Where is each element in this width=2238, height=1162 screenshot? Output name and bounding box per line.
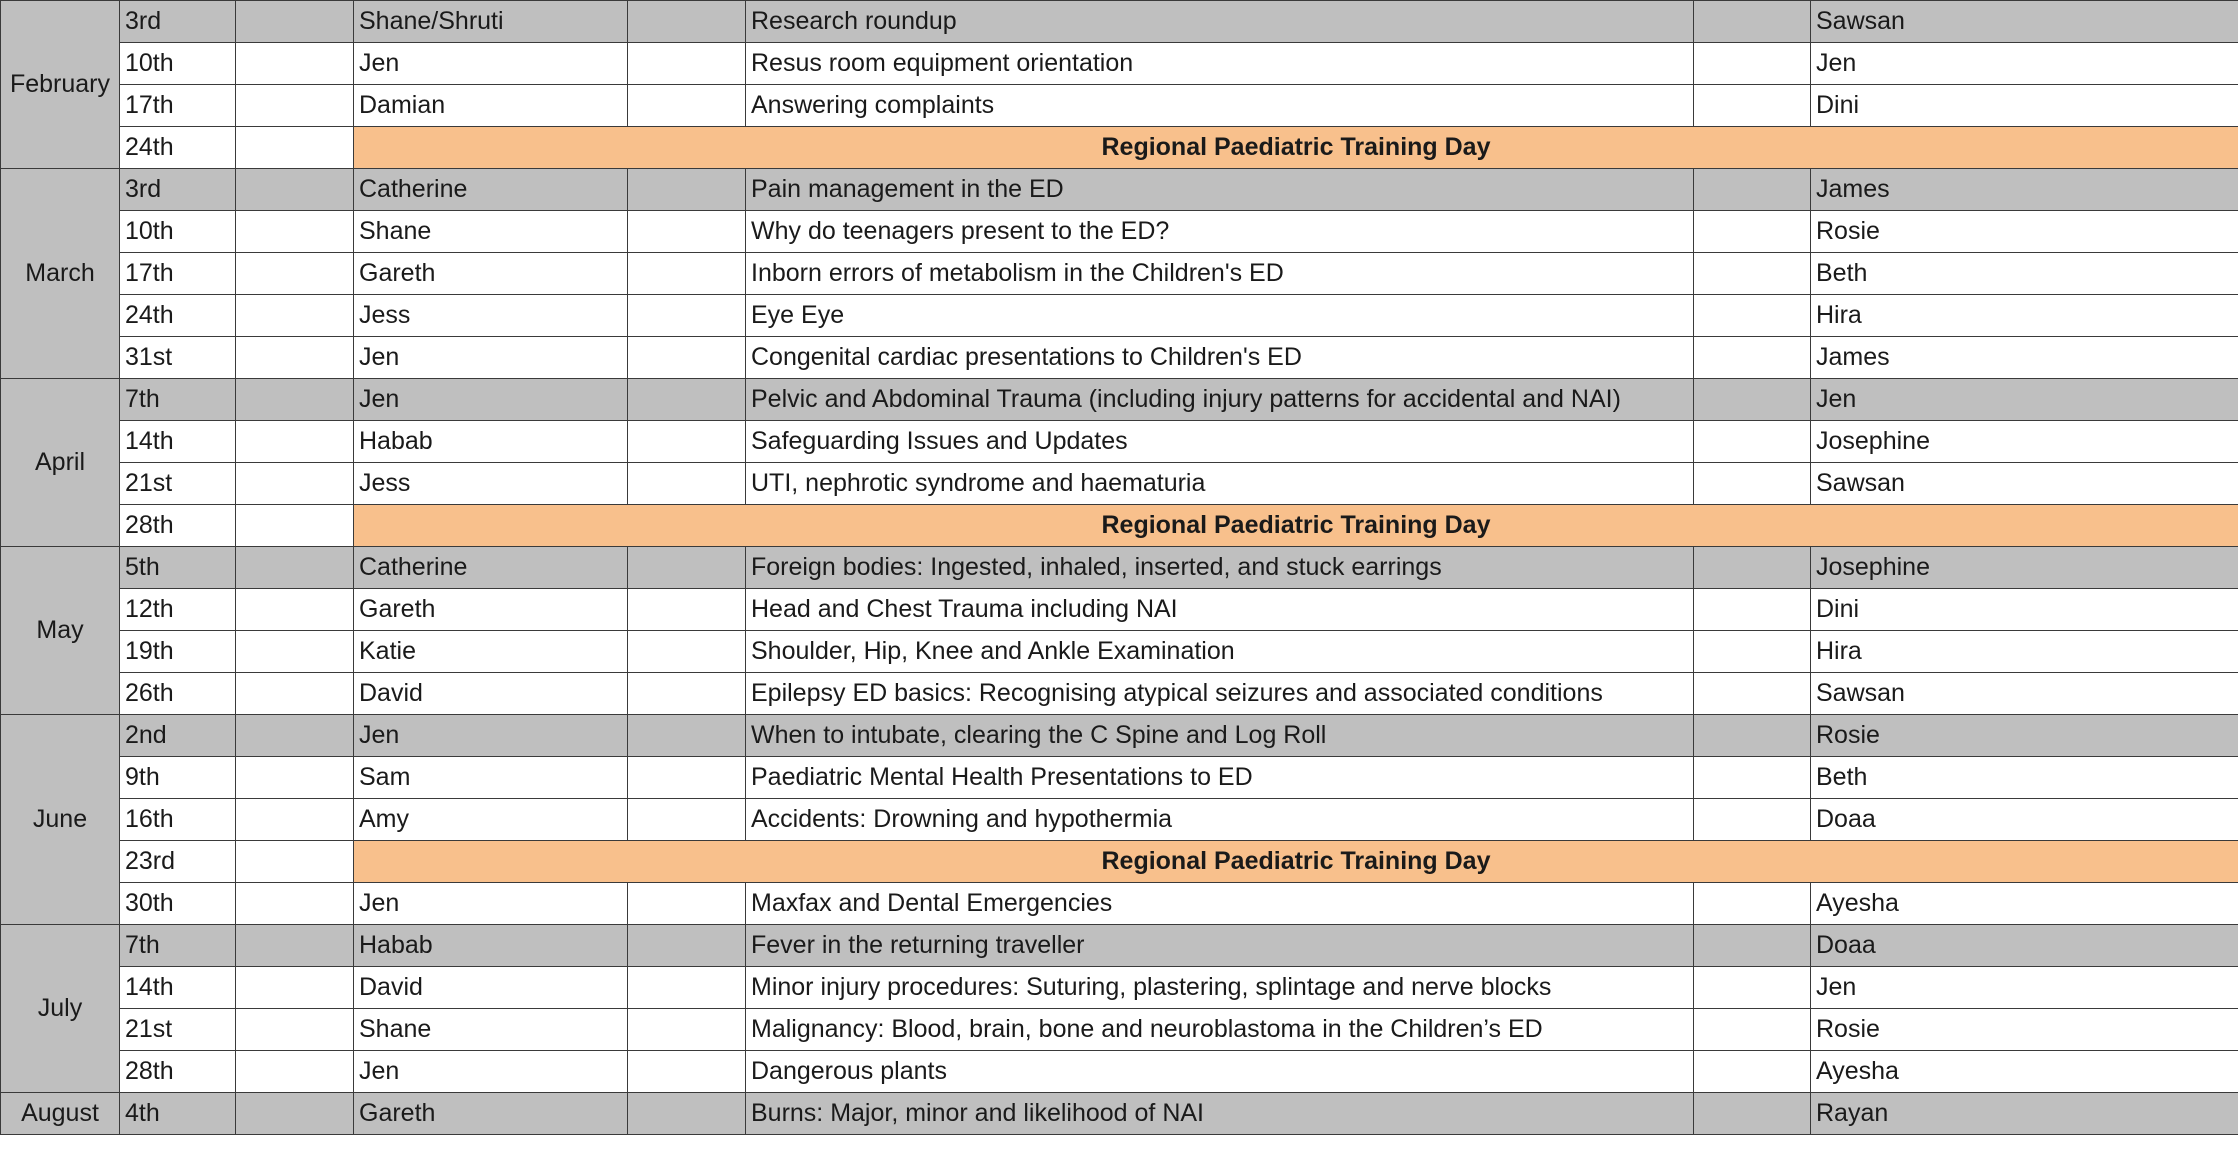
presenter-cell[interactable]: Beth xyxy=(1811,757,2238,799)
table-row xyxy=(1,379,2238,421)
table-row xyxy=(1,505,2238,547)
spacer-cell[interactable] xyxy=(1694,799,1811,841)
date-cell[interactable]: 17th xyxy=(120,85,236,127)
date-cell[interactable]: 19th xyxy=(120,631,236,673)
topic-cell[interactable]: Congenital cardiac presentations to Children's ED xyxy=(746,337,1694,379)
date-cell[interactable]: 17th xyxy=(120,253,236,295)
date-cell[interactable]: 28th xyxy=(120,505,236,547)
date-cell[interactable]: 10th xyxy=(120,43,236,85)
date-cell[interactable]: 21st xyxy=(120,1009,236,1051)
spacer-cell[interactable] xyxy=(628,337,746,379)
lead-cell[interactable]: David xyxy=(354,967,628,1009)
lead-cell[interactable]: Catherine xyxy=(354,547,628,589)
lead-cell[interactable]: Jen xyxy=(354,337,628,379)
date-cell[interactable]: 21st xyxy=(120,463,236,505)
topic-cell[interactable]: UTI, nephrotic syndrome and haematuria xyxy=(746,463,1694,505)
topic-cell[interactable]: Research roundup xyxy=(746,1,1694,43)
topic-cell[interactable]: Dangerous plants xyxy=(746,1051,1694,1093)
presenter-cell[interactable]: Ayesha xyxy=(1811,883,2238,925)
spacer-cell[interactable] xyxy=(236,43,354,85)
spacer-cell[interactable] xyxy=(1694,421,1811,463)
presenter-cell[interactable]: Doaa xyxy=(1811,925,2238,967)
topic-cell[interactable]: Foreign bodies: Ingested, inhaled, inserted, and stuck earrings xyxy=(746,547,1694,589)
topic-cell[interactable]: Answering complaints xyxy=(746,85,1694,127)
spacer-cell[interactable] xyxy=(1694,715,1811,757)
presenter-cell[interactable]: Josephine xyxy=(1811,421,2238,463)
lead-cell[interactable]: Jen xyxy=(354,1051,628,1093)
spacer-cell[interactable] xyxy=(236,421,354,463)
month-cell[interactable]: April xyxy=(1,379,120,547)
training-day-banner[interactable]: Regional Paediatric Training Day xyxy=(354,505,2238,547)
date-cell[interactable]: 14th xyxy=(120,967,236,1009)
spacer-cell[interactable] xyxy=(236,589,354,631)
date-cell[interactable]: 7th xyxy=(120,925,236,967)
presenter-cell[interactable]: Hira xyxy=(1811,631,2238,673)
spacer-cell[interactable] xyxy=(628,757,746,799)
spacer-cell[interactable] xyxy=(236,757,354,799)
table-row xyxy=(1,421,2238,463)
spacer-cell[interactable] xyxy=(628,85,746,127)
spacer-cell[interactable] xyxy=(1694,337,1811,379)
spacer-cell[interactable] xyxy=(236,169,354,211)
table-row xyxy=(1,799,2238,841)
training-day-banner[interactable]: Regional Paediatric Training Day xyxy=(354,841,2238,883)
table-row xyxy=(1,925,2238,967)
table-row xyxy=(1,127,2238,169)
lead-cell[interactable]: Jen xyxy=(354,715,628,757)
spacer-cell[interactable] xyxy=(628,1009,746,1051)
topic-cell[interactable]: Why do teenagers present to the ED? xyxy=(746,211,1694,253)
lead-cell[interactable]: Habab xyxy=(354,421,628,463)
month-cell[interactable]: August xyxy=(1,1093,120,1135)
spacer-cell[interactable] xyxy=(628,211,746,253)
presenter-cell[interactable]: Josephine xyxy=(1811,547,2238,589)
table-row xyxy=(1,85,2238,127)
presenter-cell[interactable]: Ayesha xyxy=(1811,1051,2238,1093)
lead-cell[interactable]: Gareth xyxy=(354,589,628,631)
table-row xyxy=(1,715,2238,757)
spacer-cell[interactable] xyxy=(236,463,354,505)
date-cell[interactable]: 4th xyxy=(120,1093,236,1135)
spacer-cell[interactable] xyxy=(236,85,354,127)
spacer-cell[interactable] xyxy=(1694,1,1811,43)
spacer-cell[interactable] xyxy=(1694,379,1811,421)
table-row xyxy=(1,337,2238,379)
lead-cell[interactable]: Sam xyxy=(354,757,628,799)
lead-cell[interactable]: Gareth xyxy=(354,253,628,295)
schedule-body xyxy=(1,1,2238,1135)
date-cell[interactable]: 14th xyxy=(120,421,236,463)
spacer-cell[interactable] xyxy=(1694,589,1811,631)
spacer-cell[interactable] xyxy=(1694,967,1811,1009)
table-row xyxy=(1,757,2238,799)
spacer-cell[interactable] xyxy=(236,547,354,589)
lead-cell[interactable]: Shane xyxy=(354,1009,628,1051)
spacer-cell[interactable] xyxy=(1694,295,1811,337)
topic-cell[interactable]: Pelvic and Abdominal Trauma (including injury patterns for accidental and NAI) xyxy=(746,379,1694,421)
table-row xyxy=(1,547,2238,589)
date-cell[interactable]: 5th xyxy=(120,547,236,589)
lead-cell[interactable]: Jess xyxy=(354,463,628,505)
spacer-cell[interactable] xyxy=(236,505,354,547)
table-row xyxy=(1,253,2238,295)
presenter-cell[interactable]: Sawsan xyxy=(1811,673,2238,715)
date-cell[interactable]: 2nd xyxy=(120,715,236,757)
spacer-cell[interactable] xyxy=(628,589,746,631)
month-cell[interactable]: July xyxy=(1,925,120,1093)
presenter-cell[interactable]: Dini xyxy=(1811,589,2238,631)
topic-cell[interactable]: Inborn errors of metabolism in the Children's ED xyxy=(746,253,1694,295)
spacer-cell[interactable] xyxy=(1694,85,1811,127)
date-cell[interactable]: 12th xyxy=(120,589,236,631)
spacer-cell[interactable] xyxy=(236,379,354,421)
spacer-cell[interactable] xyxy=(236,295,354,337)
lead-cell[interactable]: Gareth xyxy=(354,1093,628,1135)
topic-cell[interactable]: Burns: Major, minor and likelihood of NAI xyxy=(746,1093,1694,1135)
spacer-cell[interactable] xyxy=(236,127,354,169)
table-row xyxy=(1,841,2238,883)
topic-cell[interactable]: Fever in the returning traveller xyxy=(746,925,1694,967)
topic-cell[interactable]: When to intubate, clearing the C Spine and Log Roll xyxy=(746,715,1694,757)
topic-cell[interactable]: Head and Chest Trauma including NAI xyxy=(746,589,1694,631)
presenter-cell[interactable]: Rosie xyxy=(1811,1009,2238,1051)
table-row xyxy=(1,673,2238,715)
presenter-cell[interactable]: Rosie xyxy=(1811,211,2238,253)
date-cell[interactable]: 24th xyxy=(120,295,236,337)
lead-cell[interactable]: Amy xyxy=(354,799,628,841)
spacer-cell[interactable] xyxy=(236,1051,354,1093)
spacer-cell[interactable] xyxy=(1694,757,1811,799)
presenter-cell[interactable]: Jen xyxy=(1811,43,2238,85)
month-cell[interactable]: May xyxy=(1,547,120,715)
topic-cell[interactable]: Pain management in the ED xyxy=(746,169,1694,211)
spacer-cell[interactable] xyxy=(628,547,746,589)
spacer-cell[interactable] xyxy=(1694,673,1811,715)
spacer-cell[interactable] xyxy=(628,253,746,295)
date-cell[interactable]: 9th xyxy=(120,757,236,799)
table-row xyxy=(1,967,2238,1009)
spacer-cell[interactable] xyxy=(628,925,746,967)
spacer-cell[interactable] xyxy=(628,631,746,673)
spacer-cell[interactable] xyxy=(236,631,354,673)
spacer-cell[interactable] xyxy=(628,421,746,463)
date-cell[interactable]: 10th xyxy=(120,211,236,253)
presenter-cell[interactable]: Dini xyxy=(1811,85,2238,127)
lead-cell[interactable]: Jen xyxy=(354,379,628,421)
spacer-cell[interactable] xyxy=(236,925,354,967)
lead-cell[interactable]: Jen xyxy=(354,883,628,925)
date-cell[interactable]: 3rd xyxy=(120,169,236,211)
spacer-cell[interactable] xyxy=(628,673,746,715)
lead-cell[interactable]: Catherine xyxy=(354,169,628,211)
spacer-cell[interactable] xyxy=(628,883,746,925)
spacer-cell[interactable] xyxy=(628,1,746,43)
topic-cell[interactable]: Eye Eye xyxy=(746,295,1694,337)
spacer-cell[interactable] xyxy=(1694,1093,1811,1135)
spacer-cell[interactable] xyxy=(628,169,746,211)
spacer-cell[interactable] xyxy=(1694,253,1811,295)
topic-cell[interactable]: Epilepsy ED basics: Recognising atypical seizures and associated conditions xyxy=(746,673,1694,715)
month-cell[interactable]: March xyxy=(1,169,120,379)
lead-cell[interactable]: David xyxy=(354,673,628,715)
spacer-cell[interactable] xyxy=(1694,169,1811,211)
topic-cell[interactable]: Accidents: Drowning and hypothermia xyxy=(746,799,1694,841)
lead-cell[interactable]: Katie xyxy=(354,631,628,673)
spacer-cell[interactable] xyxy=(628,715,746,757)
lead-cell[interactable]: Damian xyxy=(354,85,628,127)
presenter-cell[interactable]: James xyxy=(1811,337,2238,379)
table-row xyxy=(1,169,2238,211)
lead-cell[interactable]: Habab xyxy=(354,925,628,967)
table-row xyxy=(1,1,2238,43)
spacer-cell[interactable] xyxy=(628,1051,746,1093)
lead-cell[interactable]: Shane xyxy=(354,211,628,253)
spacer-cell[interactable] xyxy=(628,799,746,841)
spacer-cell[interactable] xyxy=(236,883,354,925)
date-cell[interactable]: 30th xyxy=(120,883,236,925)
table-row xyxy=(1,1051,2238,1093)
table-row xyxy=(1,463,2238,505)
spacer-cell[interactable] xyxy=(236,1009,354,1051)
table-row xyxy=(1,1009,2238,1051)
spacer-cell[interactable] xyxy=(1694,1009,1811,1051)
table-row xyxy=(1,211,2238,253)
topic-cell[interactable]: Minor injury procedures: Suturing, plastering, splintage and nerve blocks xyxy=(746,967,1694,1009)
spacer-cell[interactable] xyxy=(236,841,354,883)
spacer-cell[interactable] xyxy=(628,967,746,1009)
spacer-cell[interactable] xyxy=(236,253,354,295)
date-cell[interactable]: 3rd xyxy=(120,1,236,43)
topic-cell[interactable]: Resus room equipment orientation xyxy=(746,43,1694,85)
spacer-cell[interactable] xyxy=(628,463,746,505)
spacer-cell[interactable] xyxy=(628,1093,746,1135)
spacer-cell[interactable] xyxy=(236,967,354,1009)
topic-cell[interactable]: Shoulder, Hip, Knee and Ankle Examination xyxy=(746,631,1694,673)
date-cell[interactable]: 7th xyxy=(120,379,236,421)
table-row xyxy=(1,589,2238,631)
spacer-cell[interactable] xyxy=(1694,463,1811,505)
date-cell[interactable]: 23rd xyxy=(120,841,236,883)
date-cell[interactable]: 31st xyxy=(120,337,236,379)
spacer-cell[interactable] xyxy=(236,337,354,379)
spacer-cell[interactable] xyxy=(1694,925,1811,967)
table-row xyxy=(1,43,2238,85)
month-cell[interactable]: February xyxy=(1,1,120,169)
presenter-cell[interactable]: Doaa xyxy=(1811,799,2238,841)
topic-cell[interactable]: Paediatric Mental Health Presentations to ED xyxy=(746,757,1694,799)
presenter-cell[interactable]: Jen xyxy=(1811,379,2238,421)
table-row xyxy=(1,883,2238,925)
date-cell[interactable]: 16th xyxy=(120,799,236,841)
spacer-cell[interactable] xyxy=(628,43,746,85)
presenter-cell[interactable]: Jen xyxy=(1811,967,2238,1009)
presenter-cell[interactable]: Rayan xyxy=(1811,1093,2238,1135)
spacer-cell[interactable] xyxy=(1694,883,1811,925)
spacer-cell[interactable] xyxy=(236,715,354,757)
spacer-cell[interactable] xyxy=(628,379,746,421)
spacer-cell[interactable] xyxy=(1694,1051,1811,1093)
spacer-cell[interactable] xyxy=(1694,547,1811,589)
spacer-cell[interactable] xyxy=(236,1,354,43)
lead-cell[interactable]: Jess xyxy=(354,295,628,337)
table-row xyxy=(1,1093,2238,1135)
spacer-cell[interactable] xyxy=(1694,631,1811,673)
spacer-cell[interactable] xyxy=(236,211,354,253)
topic-cell[interactable]: Malignancy: Blood, brain, bone and neuroblastoma in the Children’s ED xyxy=(746,1009,1694,1051)
presenter-cell[interactable]: Sawsan xyxy=(1811,1,2238,43)
date-cell[interactable]: 26th xyxy=(120,673,236,715)
training-day-banner[interactable]: Regional Paediatric Training Day xyxy=(354,127,2238,169)
presenter-cell[interactable]: James xyxy=(1811,169,2238,211)
table-row xyxy=(1,295,2238,337)
spacer-cell[interactable] xyxy=(236,1093,354,1135)
topic-cell[interactable]: Safeguarding Issues and Updates xyxy=(746,421,1694,463)
lead-cell[interactable]: Jen xyxy=(354,43,628,85)
lead-cell[interactable]: Shane/Shruti xyxy=(354,1,628,43)
spacer-cell[interactable] xyxy=(236,673,354,715)
presenter-cell[interactable]: Hira xyxy=(1811,295,2238,337)
spacer-cell[interactable] xyxy=(1694,43,1811,85)
table-row xyxy=(1,631,2238,673)
presenter-cell[interactable]: Rosie xyxy=(1811,715,2238,757)
month-cell[interactable]: June xyxy=(1,715,120,925)
spacer-cell[interactable] xyxy=(628,295,746,337)
date-cell[interactable]: 28th xyxy=(120,1051,236,1093)
spacer-cell[interactable] xyxy=(236,799,354,841)
presenter-cell[interactable]: Sawsan xyxy=(1811,463,2238,505)
presenter-cell[interactable]: Beth xyxy=(1811,253,2238,295)
topic-cell[interactable]: Maxfax and Dental Emergencies xyxy=(746,883,1694,925)
spacer-cell[interactable] xyxy=(1694,211,1811,253)
date-cell[interactable]: 24th xyxy=(120,127,236,169)
